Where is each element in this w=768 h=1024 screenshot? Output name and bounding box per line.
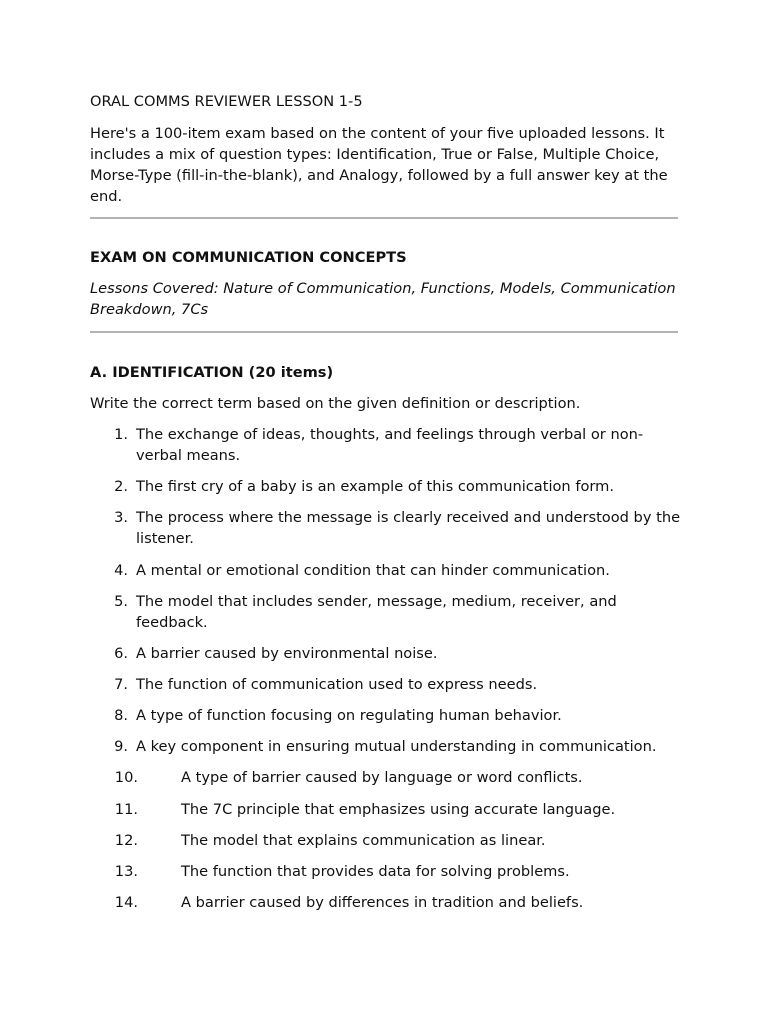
item-number: 7. bbox=[114, 676, 128, 693]
item-text: A barrier caused by environmental noise. bbox=[136, 645, 438, 662]
item-text: A key component in ensuring mutual understanding in communication. bbox=[136, 738, 657, 755]
item-text: The first cry of a baby is an example of this communication form. bbox=[136, 478, 614, 495]
item-number: 8. bbox=[114, 707, 128, 724]
lessons-covered: Lessons Covered: Nature of Communication, Functions, Models, Communication Breakdown, 7Cs bbox=[90, 280, 676, 318]
item-text: The function of communication used to express needs. bbox=[136, 676, 538, 693]
item-text: The 7C principle that emphasizes using accurate language. bbox=[181, 801, 616, 818]
item-text: The exchange of ideas, thoughts, and feelings through verbal or non-verbal means. bbox=[136, 426, 644, 464]
item-number: 10. bbox=[114, 769, 138, 786]
item-number: 2. bbox=[114, 478, 128, 495]
section-instruction: Write the correct term based on the given definition or description. bbox=[90, 395, 581, 412]
item-text: The process where the message is clearly received and understood by the listener. bbox=[136, 509, 681, 547]
item-number: 6. bbox=[114, 645, 128, 662]
item-text: A barrier caused by differences in tradition and beliefs. bbox=[181, 894, 584, 911]
item-number: 14. bbox=[114, 894, 138, 911]
item-number: 12. bbox=[114, 832, 138, 849]
item-text: The model that explains communication as linear. bbox=[181, 832, 546, 849]
item-number: 4. bbox=[114, 562, 128, 579]
item-number: 3. bbox=[114, 509, 128, 526]
item-text: The model that includes sender, message, medium, receiver, and feedback. bbox=[136, 593, 617, 631]
item-number: 1. bbox=[114, 426, 128, 443]
item-text: The function that provides data for solving problems. bbox=[181, 863, 570, 880]
item-number: 9. bbox=[114, 738, 128, 755]
exam-title: EXAM ON COMMUNICATION CONCEPTS bbox=[90, 249, 407, 266]
item-number: 13. bbox=[114, 863, 138, 880]
document-title: ORAL COMMS REVIEWER LESSON 1-5 bbox=[90, 93, 363, 110]
item-text: A type of barrier caused by language or word conflicts. bbox=[181, 769, 583, 786]
divider bbox=[90, 217, 678, 219]
divider bbox=[90, 331, 678, 333]
section-heading: A. IDENTIFICATION (20 items) bbox=[90, 364, 334, 381]
item-number: 5. bbox=[114, 593, 128, 610]
item-text: A type of function focusing on regulating human behavior. bbox=[136, 707, 562, 724]
item-number: 11. bbox=[114, 801, 138, 818]
intro-paragraph: Here's a 100-item exam based on the content of your five uploaded lessons. It includes a mix of question types: Identification, True or False, Multiple Choice, Morse-Type (fill-in-the-blank), and Analogy, followed by a full answer key at the end. bbox=[90, 125, 668, 205]
item-text: A mental or emotional condition that can hinder communication. bbox=[136, 562, 610, 579]
